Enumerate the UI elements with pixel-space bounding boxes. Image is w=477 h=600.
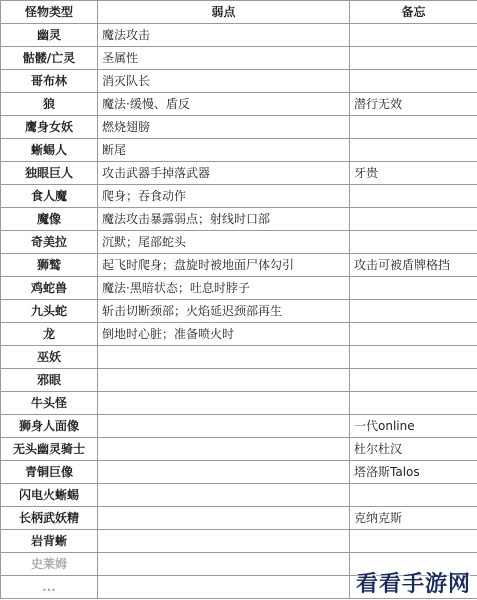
monster-type-cell: 哥布林: [1, 70, 98, 93]
table-row: [1, 254, 477, 277]
header-weakness: 弱点: [98, 1, 350, 24]
table-row: [1, 507, 477, 530]
table-row: [1, 231, 477, 254]
monster-type-cell: 幽灵: [1, 24, 98, 47]
weakness-cell: 消灭队长: [98, 70, 350, 93]
monster-type-cell: 邪眼: [1, 369, 98, 392]
weakness-cell: [98, 530, 350, 553]
weakness-cell: 攻击武器手掉落武器: [98, 162, 350, 185]
monster-type-cell: 食人魔: [1, 185, 98, 208]
header-row: [1, 1, 477, 24]
header-note: 备忘: [350, 1, 477, 24]
note-cell: 潜行无效: [350, 93, 477, 116]
note-cell: [350, 392, 477, 415]
weakness-cell: [98, 369, 350, 392]
table-row: [1, 415, 477, 438]
monster-type-cell: ...: [1, 576, 98, 599]
weakness-cell: 斩击切断颈部；火焰延迟颈部再生: [98, 300, 350, 323]
monster-type-cell: 史莱姆: [1, 553, 98, 576]
monster-type-cell: 岩背蜥: [1, 530, 98, 553]
table-row: [1, 484, 477, 507]
monster-type-cell: 独眼巨人: [1, 162, 98, 185]
table-row: [1, 277, 477, 300]
weakness-cell: 起飞时爬身；盘旋时被地面尸体勾引: [98, 254, 350, 277]
header-monster-type: 怪物类型: [1, 1, 98, 24]
weakness-cell: 魔法·黑暗状态；吐息时脖子: [98, 277, 350, 300]
weakness-cell: [98, 415, 350, 438]
watermark-logo: 看看手游网: [355, 572, 471, 597]
monster-type-cell: 狮身人面像: [1, 415, 98, 438]
weakness-cell: 圣属性: [98, 47, 350, 70]
table-row: [1, 392, 477, 415]
table-row: [1, 323, 477, 346]
note-cell: [350, 70, 477, 93]
monster-type-cell: 无头幽灵骑士: [1, 438, 98, 461]
monster-type-cell: 狮鹫: [1, 254, 98, 277]
monster-type-cell: 牛头怪: [1, 392, 98, 415]
table-row: [1, 208, 477, 231]
table-row: [1, 530, 477, 553]
weakness-cell: 断尾: [98, 139, 350, 162]
table-row: [1, 116, 477, 139]
table-row: [1, 346, 477, 369]
note-cell: 一代online: [350, 415, 477, 438]
note-cell: [350, 300, 477, 323]
note-cell: [350, 208, 477, 231]
table-row: [1, 47, 477, 70]
monster-type-cell: 龙: [1, 323, 98, 346]
table-row: [1, 461, 477, 484]
table-row: [1, 162, 477, 185]
monster-type-cell: 蜥蜴人: [1, 139, 98, 162]
table-row: [1, 70, 477, 93]
weakness-cell: [98, 507, 350, 530]
weakness-cell: 魔法·缓慢、盾反: [98, 93, 350, 116]
table-row: [1, 24, 477, 47]
weakness-cell: [98, 484, 350, 507]
weakness-cell: [98, 553, 350, 576]
monster-type-cell: 鸡蛇兽: [1, 277, 98, 300]
note-cell: [350, 47, 477, 70]
note-cell: [350, 277, 477, 300]
weakness-cell: 倒地时心脏；准备喷火时: [98, 323, 350, 346]
table-row: [1, 369, 477, 392]
monster-type-cell: 闪电火蜥蜴: [1, 484, 98, 507]
note-cell: [350, 24, 477, 47]
note-cell: [350, 323, 477, 346]
note-cell: [350, 484, 477, 507]
note-cell: [350, 369, 477, 392]
weakness-cell: [98, 346, 350, 369]
note-cell: [350, 139, 477, 162]
monster-type-cell: 青铜巨像: [1, 461, 98, 484]
weakness-cell: 魔法攻击暴露弱点；射线时口部: [98, 208, 350, 231]
note-cell: 牙贵: [350, 162, 477, 185]
weakness-cell: 沉默；尾部蛇头: [98, 231, 350, 254]
table-row: [1, 139, 477, 162]
monster-type-cell: 鹰身女妖: [1, 116, 98, 139]
note-cell: 杜尔杜汉: [350, 438, 477, 461]
weakness-cell: [98, 576, 350, 599]
table-row: [1, 300, 477, 323]
note-cell: 克纳克斯: [350, 507, 477, 530]
monster-type-cell: 狼: [1, 93, 98, 116]
note-cell: [350, 231, 477, 254]
weakness-cell: [98, 438, 350, 461]
table-row: [1, 438, 477, 461]
note-cell: [350, 185, 477, 208]
monster-type-cell: 巫妖: [1, 346, 98, 369]
note-cell: 攻击可被盾牌格挡: [350, 254, 477, 277]
monster-type-cell: 骷髅/亡灵: [1, 47, 98, 70]
note-cell: [350, 346, 477, 369]
weakness-cell: [98, 461, 350, 484]
monster-type-cell: 九头蛇: [1, 300, 98, 323]
weakness-cell: [98, 392, 350, 415]
weakness-cell: 魔法攻击: [98, 24, 350, 47]
note-cell: [350, 530, 477, 553]
table-row: [1, 185, 477, 208]
table-row: [1, 93, 477, 116]
monster-type-cell: 奇美拉: [1, 231, 98, 254]
weakness-cell: 燃烧翅膀: [98, 116, 350, 139]
note-cell: 塔洛斯Talos: [350, 461, 477, 484]
monster-type-cell: 长柄武妖精: [1, 507, 98, 530]
note-cell: [350, 116, 477, 139]
monster-type-cell: 魔像: [1, 208, 98, 231]
weakness-cell: 爬身；吞食动作: [98, 185, 350, 208]
